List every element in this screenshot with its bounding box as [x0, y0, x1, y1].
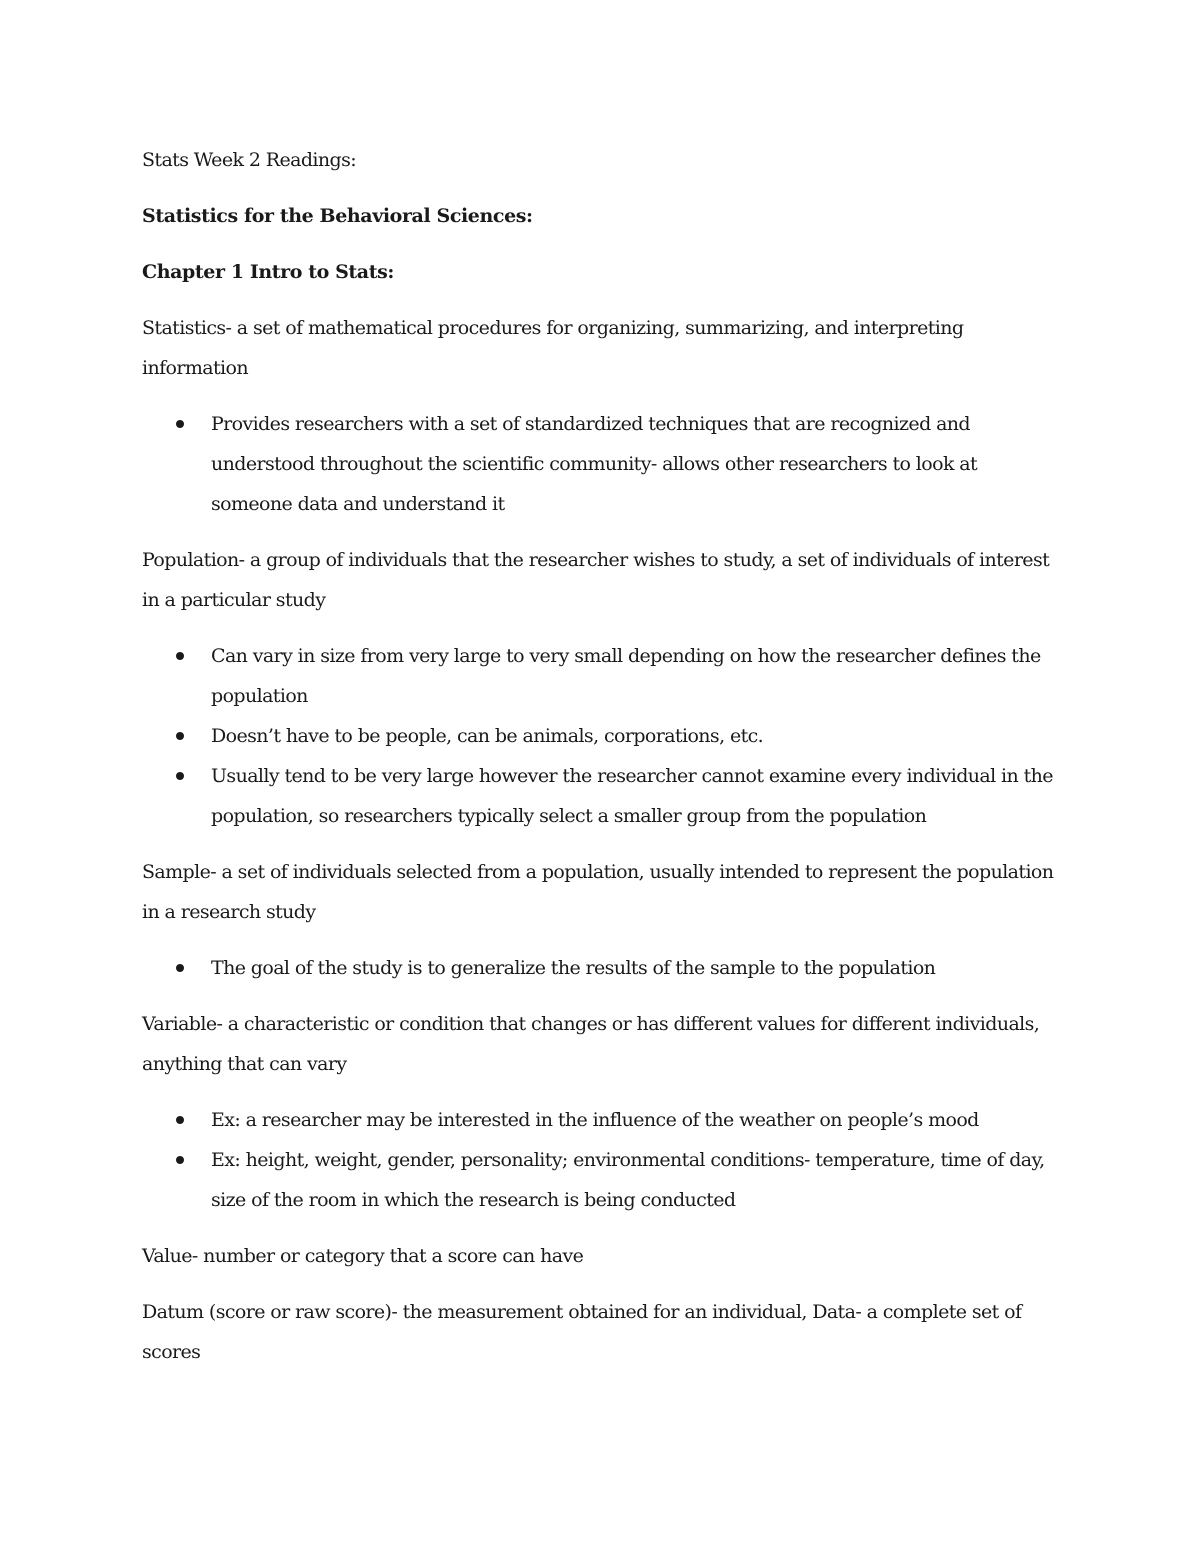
bullet-text: Ex: a researcher may be interested in the influence of the weather on people’s mood: [211, 1109, 979, 1131]
bullet-dot-icon: [176, 1156, 184, 1164]
book-heading: Statistics for the Behavioral Sciences:: [142, 205, 533, 227]
list-item: [142, 636, 1062, 716]
document-title: Stats Week 2 Readings:: [142, 149, 357, 171]
bullet-dot-icon: [176, 732, 184, 740]
definition-population: Population- a group of individuals that the researcher wishes to study, a set of individuals of interest in a particular study: [142, 549, 1050, 611]
bullet-text: Provides researchers with a set of standardized techniques that are recognized and understood throughout the scientific community- allows other researchers to look at someone data and understand it: [211, 413, 978, 515]
bullet-list-statistics: [142, 404, 1062, 524]
list-item: [142, 716, 1062, 756]
bullet-dot-icon: [176, 772, 184, 780]
bullet-text: Usually tend to be very large however the researcher cannot examine every individual in the population, so researchers typically select a smaller group from the population: [211, 765, 1053, 827]
bullet-dot-icon: [176, 652, 184, 660]
list-item: [142, 404, 1062, 524]
list-item: [142, 1140, 1062, 1220]
bullet-text: Can vary in size from very large to very small depending on how the researcher defines the population: [211, 645, 1041, 707]
bullet-dot-icon: [176, 964, 184, 972]
definition-value: Value- number or category that a score can have: [142, 1245, 584, 1267]
definition-variable: Variable- a characteristic or condition that changes or has different values for different individuals, anything that can vary: [142, 1013, 1040, 1075]
list-item: [142, 756, 1062, 836]
bullet-text: Ex: height, weight, gender, personality; environmental conditions- temperature, time of day, size of the room in which the research is being conducted: [211, 1149, 1045, 1211]
bullet-text: Doesn’t have to be people, can be animals, corporations, etc.: [211, 725, 764, 747]
definition-statistics: Statistics- a set of mathematical procedures for organizing, summarizing, and interpreting information: [142, 317, 964, 379]
bullet-dot-icon: [176, 1116, 184, 1124]
bullet-list-sample: [142, 948, 1062, 988]
bullet-list-variable: [142, 1100, 1062, 1220]
list-item: [142, 948, 1062, 988]
bullet-text: The goal of the study is to generalize the results of the sample to the population: [211, 957, 936, 979]
bullet-list-population: [142, 636, 1062, 836]
list-item: [142, 1100, 1062, 1140]
bullet-dot-icon: [176, 420, 184, 428]
definition-datum: Datum (score or raw score)- the measurement obtained for an individual, Data- a complete set of scores: [142, 1301, 1022, 1363]
document-body: [142, 140, 1062, 1388]
chapter-heading: Chapter 1 Intro to Stats:: [142, 261, 394, 283]
definition-sample: Sample- a set of individuals selected from a population, usually intended to represent the population in a research study: [142, 861, 1054, 923]
